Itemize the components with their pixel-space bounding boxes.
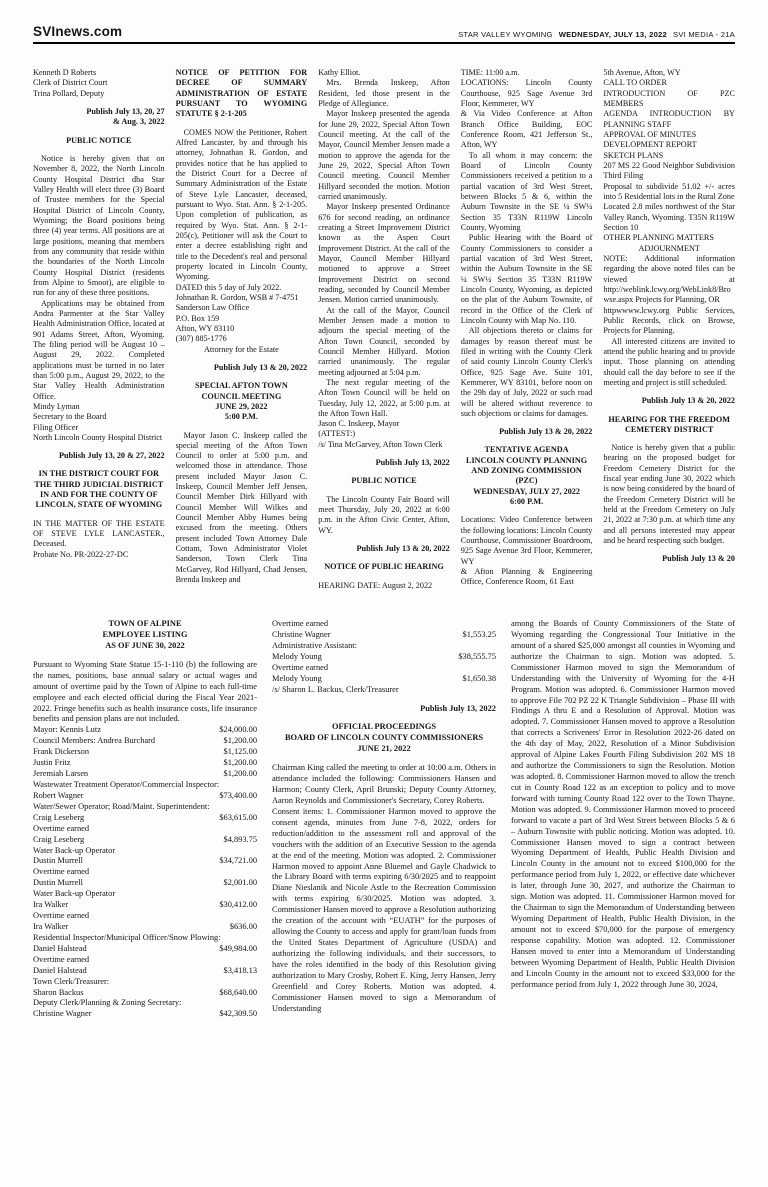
notice-paragraph: INTRODUCTION OF PZC MEMBERS — [603, 88, 735, 108]
notice-line: Overtime earned — [33, 954, 90, 964]
notice-heading: IN AND FOR THE COUNTY OF LINCOLN, STATE OF WYOMING — [35, 490, 163, 510]
notice-heading: TENTATIVE AGENDA — [484, 445, 569, 455]
notice-line: Overtime earned — [272, 619, 329, 629]
notice-paragraph: Locations: Video Conference between the following locations: Lincoln County Courthouse, Commissioner Boardroom, 925 Sage Avenue 3rd Floor, Kemmerer, WY — [460, 515, 593, 566]
salary-amount: $2,001.00 — [223, 878, 257, 888]
notice-line: Probate No. PR-2022-27-DC — [33, 549, 129, 559]
notice-paragraph: Mrs. Brenda Inskeep, Afton Resident, led those present in the Pledge of Allegiance. — [318, 78, 450, 108]
salary-name: Christine Wagner — [272, 630, 331, 640]
notice-paragraph: Chairman King called the meeting to order at 10:00 a.m. Others in attendance included the following: Commissioners Hansen and Harmon; County Clerk, April Brunski; Deputy County Attorney, Aaron Reynolds and Commissioner's Secretary, Corey Roberts. — [272, 763, 496, 805]
notice-heading: PUBLIC NOTICE — [66, 135, 132, 145]
notice-paragraph: AGENDA INTRODUCTION BY PLANNING STAFF — [603, 109, 735, 129]
salary-name: Ira Walker — [33, 921, 69, 931]
publish-line: Publish July 13, 20, 27 — [86, 106, 165, 116]
notice-column-6 — [33, 619, 257, 1020]
notice-paragraph: At the call of the Mayor, Council Member Jensen made a motion to adjourn the special meeting of the Afton Town Council, seconded by Council Member Hillyard. Motion carried unanimously. The regular meeting adjourned at 5:04 p.m. — [318, 305, 450, 377]
publish-line: Publish July 13 & 20, 2022 — [641, 396, 735, 406]
issue-line — [458, 30, 735, 39]
publish-line: Publish July 13 & 20, 2022 — [356, 544, 450, 554]
salary-name: Council Members: Andrea Burchard — [33, 736, 156, 746]
notice-paragraph: IN THE MATTER OF THE ESTATE OF STEVE LYLE LANCASTER., Deceased. — [33, 518, 165, 549]
salary-row — [33, 922, 257, 933]
notice-line: Attorney for the Estate — [203, 344, 279, 354]
notice-column-3 — [318, 68, 450, 591]
notice-paragraph: Kathy Elliot. — [318, 68, 361, 77]
notice-line: Overtime earned — [272, 662, 329, 672]
salary-amount: $636.00 — [229, 921, 257, 931]
salary-amount: $34,721.00 — [219, 856, 257, 866]
notice-line: Overtime earned — [33, 911, 90, 921]
notice-heading: OFFICIAL PROCEEDINGS — [331, 722, 436, 732]
publish-line: Publish July 13, 20 & 27, 2022 — [59, 451, 165, 461]
notice-line: DEVELOPMENT REPORT — [603, 140, 697, 150]
salary-amount: $30,412.00 — [219, 900, 257, 910]
notice-heading: BOARD OF LINCOLN COUNTY COMMISSIONERS — [284, 733, 484, 743]
salary-row — [272, 652, 496, 663]
notice-line: Kenneth D Roberts — [33, 68, 97, 77]
salary-name: Daniel Halstead — [33, 965, 87, 975]
publish-line: Publish July 13, 2022 — [420, 703, 496, 713]
issue-edition: SVI MEDIA - 21A — [673, 30, 735, 39]
site-name: SVInews.com — [33, 24, 123, 39]
notice-paragraph: To all whom it may concern: the Board of Lincoln County Commissioners received a petition to a partial vacation of 3rd West Street, between Blocks 5 & 6, within the Auburn Townsite in the SE ¼ SW¼ Section 35 T33N R119W Lincoln County, Wyoming — [460, 150, 593, 232]
salary-name: Craig Leseberg — [33, 812, 85, 822]
salary-amount: $3,418.13 — [223, 965, 257, 975]
salary-name: Melody Young — [272, 673, 322, 683]
notice-paragraph: Located 2.8 miles northwest of the Star Valley Ranch, Wyoming. T35N R119W Section 10 — [603, 202, 735, 232]
notice-line: TIME: 11:00 a.m. — [460, 68, 520, 77]
salary-row — [33, 769, 257, 780]
notice-paragraph: Notice is hereby given that a public hearing on the proposed budget for Freedom Cemetery District for the fiscal year ending June 30, 2022 which is now being considered by the board of the Freedom Cemetery District will be held at the Freedom Cemetery on July 21, 2022 at 7:30 p.m. at which time any and all persons interested may appear and be heard respecting such budget. — [603, 443, 735, 546]
notice-heading: EMPLOYEE LISTING — [102, 630, 188, 640]
notice-paragraph: 207 MS 22 Good Neighbor Subdivision Third Filing — [603, 160, 735, 181]
notice-line: North Lincoln County Hospital District — [33, 432, 163, 442]
notice-paragraph: Notice is hereby given that on November 8, 2022, the North Lincoln County Hospital District dba Star Valley Health will elect three (3) Board of Trustee members for the Special Hospital District of Lincoln County, Wyoming; the Board positions being three (4) year terms. All positions are at large positions, meaning that members from any community that reside within the boundaries of the North Lincoln County Hospital District (residents from Alpine to Smoot), are eligible to run for any of these three positions. — [33, 153, 165, 298]
notice-line: Overtime earned — [33, 823, 90, 833]
salary-name: Dustin Murrell — [33, 856, 84, 866]
publish-line: & Aug. 3, 2022 — [112, 117, 165, 127]
notice-heading: JUNE 29, 2022 — [215, 401, 268, 411]
notice-paragraph: httpwwww.lcwy.org Public Services, Public Records, click on Browse, Projects for Planning. — [603, 305, 735, 336]
salary-name: Ira Walker — [33, 900, 69, 910]
notice-line: Deputy Clerk/Planning & Zoning Secretary: — [33, 998, 182, 1008]
notice-line: SKETCH PLANS — [603, 150, 664, 160]
notice-paragraph: The next regular meeting of the Afton Town Council will be held on Tuesday, July 12, 2022, at 5:00 p.m. at the Afton Town Hall. — [318, 377, 450, 418]
notice-heading: JUNE 21, 2022 — [357, 744, 411, 754]
salary-amount: $1,200.00 — [223, 736, 257, 746]
notice-line: Jason C. Inskeep, Mayor — [318, 419, 400, 429]
salary-amount: $4,893.75 — [223, 834, 257, 844]
notice-paragraph: All objections thereto or claims for damages by reason thereof must be filed in writing with the County Clerk of said county Lincoln County Clerk's Office, 925 Sage Ave. Suite 101, Kemmerer, WY 83101, before noon on the 29h day of July, 2022 or such road will be altered without reverence to such objections or claims for damages. — [460, 326, 593, 418]
notice-line: /s/ Tina McGarvey, Afton Town Clerk — [318, 439, 443, 449]
notice-heading: WEDNESDAY, JULY 27, 2022 — [473, 486, 580, 496]
notice-heading: HEARING FOR THE FREEDOM CEMETERY DISTRICT — [608, 414, 730, 434]
salary-row — [33, 813, 257, 824]
notice-heading: LINCOLN COUNTY PLANNING AND ZONING COMMISSION (PZC) — [466, 455, 588, 486]
salary-name: Craig Leseberg — [33, 834, 85, 844]
notice-paragraph: Mayor Inskeep presented Ordinance 676 for second reading, an ordinance creating a Street Improvement District known as the Aspen Court Improvement District. At the call of the Mayor, Council Member Hillyard motioned to approve a Street Improvement District on second reading, seconded by Council Member Jensen. Motion carried unanimously. — [318, 202, 450, 305]
notice-heading: NOTICE OF PUBLIC HEARING — [324, 562, 444, 572]
notice-paragraph: NOTE: Additional information regarding the above noted files can be viewed at http://weblink.lcwy.org/WebLink8/Browse.aspx Projects for Planning, OR — [603, 253, 735, 305]
publish-line: Publish July 13 & 20, 2022 — [213, 362, 308, 372]
salary-row — [33, 758, 257, 769]
notice-paragraph: & Afton Planning & Engineering Office, Conference Room, 61 East — [460, 567, 593, 587]
publish-line: Publish July 13 & 20, 2022 — [499, 427, 593, 437]
notice-heading: IN THE DISTRICT COURT FOR THE THIRD JUDICIAL DISTRICT — [34, 469, 164, 489]
salary-amount: $73,400.00 — [219, 790, 257, 800]
notice-paragraph: COMES NOW the Petitioner, Robert Alfred Lancaster, by and through his attorney, Johnathan R. Gordon, and provides notice that he has applied to the District Court for a Decree of Summary Administration of the Estate of Steve Lyle Lancaster, deceased, pursuant to Wyo. Stat. Ann. § 2-1-205. Upon completion of publication, as required by Wyo. Stat. Ann. § 2-1-205(c), Petitioner will ask the Court to enter a decree establishing right and title to the Decedent's real and personal property located in Lincoln County, Wyoming. — [175, 127, 308, 282]
notice-line: Water Back-up Operator — [33, 845, 116, 855]
notice-heading: TOWN OF ALPINE — [108, 619, 182, 629]
notice-line: HEARING DATE: August 2, 2022 — [318, 580, 433, 590]
notice-line: Town Clerk/Treasurer: — [33, 976, 110, 986]
notice-line: Residential Inspector/Municipal Officer/Snow Plowing: — [33, 932, 221, 942]
salary-amount: $49,984.00 — [219, 943, 257, 953]
notice-column-1 — [33, 68, 165, 591]
notice-line: Administrative Assistant: — [272, 640, 357, 650]
issue-location: STAR VALLEY WYOMING — [458, 30, 553, 39]
notice-heading: 5:00 P.M. — [224, 412, 258, 422]
notice-paragraph: Consent items: 1. Commissioner Harmon moved to approve the consent agenda, minutes from June 7-8, 2022, orders for reduction/addition to the assessment roll and approval of the vouchers with the addition of an Executive Session to the agenda at the end of the meeting. Motion was adopted. 2. Commissioner Harmon moved to appoint Anne Bluemel and Gayle Chadwick to the Library Board with terms expiring 6/30/2025 and to reappoint Diane Nieslanik and Nicole Astle to the Recreation Commission with terms expiring 6/30/2025. Motion was adopted. 3. Commissioner Hansen moved to approve a Resolution authorizing the creation of the account with “EUATH” for the purposes of allowing the County to access and apply for grant/loan funds from the United States Department of Agriculture (USDA) and authorizing the following individuals, and their successors, to have the roles identified in the body of this Resolution giving authorization to Mary Crosby, Robert E. King, Jerry Hansen, Jerry Greenfield and Corey Roberts. Motion was adopted. 4. Commissioner Hansen moved to sign a Memorandum of Understanding — [272, 806, 496, 1013]
salary-name: Jeremiah Larsen — [33, 769, 89, 779]
salary-row — [33, 791, 257, 802]
notice-paragraph: Public Hearing with the Board of County Commissioners to consider a partial vacation of 3rd West Street, within the Auburn Townsite in the SE ¼ SW¼ Section 35 T33N R119W Lincoln County, Wyoming, as depicted on the plat of the Auburn Townsite, of record in the Office of the Clerk of Lincoln County with Map No. 110. — [460, 233, 593, 325]
salary-amount: $63,615.00 — [219, 812, 257, 822]
salary-row — [33, 966, 257, 977]
notice-paragraph: LOCATIONS: Lincoln County Courthouse, 925 Sage Avenue 3rd Floor, Kemmerer, WY — [460, 78, 593, 108]
notice-paragraph: & Via Video Conference at Afton Branch Office Building, EOC Conference Room, 421 Jefferson St., Afton, WY — [460, 109, 593, 150]
salary-name: Melody Young — [272, 651, 322, 661]
notice-column-2 — [176, 68, 308, 591]
salary-name: Mayor: Kennis Lutz — [33, 725, 101, 735]
salary-name: Christine Wagner — [33, 1009, 92, 1019]
notice-column-5 — [603, 68, 735, 591]
notice-line: Wastewater Treatment Operator/Commercial Inspector: — [33, 780, 220, 789]
notice-line: P.O. Box 159 — [175, 313, 220, 323]
notice-paragraph: Pursuant to Wyoming State Statue 15-1-110 (b) the following are the names, positions, base annual salary or actual wages and amount of overtime paid by the Town of Alpine to each full-time employee and each elected official during the Fiscal Year 2021-2022. Fringe benefits such as health insurance costs, life insurance benefits and pension plans are not included. — [33, 659, 257, 724]
notice-line: Johnathan R. Gordon, WSB # 7-4751 — [175, 292, 299, 302]
notice-paragraph: among the Boards of County Commissioners of the State of Wyoming regarding the Congressional Tour Initiative in the amount of a shared $25,000 amongst all counties in Wyoming and authorize the Chairman to sign. Motion was adopted. 5. Commissioner Harmon moved to sign the Memorandum of Understanding with the University of Wyoming for the 4-H Program. Motion was adopted. 6. Commissioner Harmon moved to approve File 702 PZ 22 K Triangle Subdivision – Phase III with Findings A thru E and a Resolution of Approval. Motion was adopted. 7. Commissioner Hansen moved to approve a Resolution that corrects a Scriveners' Error in Resolution 2022-26 dated on the 4th day of May, 2022, Resolution of a Minor Subdivision approval of Alpine Lakes Fourth Filing Subdivision 202 MS 18 and authorize the Commissioners to sign the Resolution. Motion was adopted. 8. Commissioner Harmon moved to allow the trench cut in County Road 122 as an exception to policy and to move forward with turning County Road 122 over to the Town Thayne. Motion was adopted. 9. Commissioner Harmon moved to proceed forward to vacate a part of 3rd West Street between Blocks 5 & 6 – Auburn Townsite with public noticing. Motion was adopted. 10. Commissioner Hansen moved to sign a contract between Wyoming Department of Health, Public Health Division and Lincoln County in the amount not to exceed $100,000 for the performance period from July 1, 2022, or effective date whichever is later, through June 30, 2027, and authorize the Chairman to sign. Motion was adopted. 11. Commissioner Harmon moved for the Chairman to sign the Memorandum of Understanding between Wyoming Department of Health, Public Health Division, in the amount not to exceed $70,000 for the purpose of emergency response capability. Motion was adopted. 12. Commissioner Hansen moved to enter into a Memorandum of Understanding between Wyoming Department of Health, Public Health Division and Lincoln County in the amount not to exceed $33,000 for the performance period from July 1, 2022 through June 30, 2024, — [511, 619, 735, 989]
salary-name: Frank Dickerson — [33, 747, 90, 757]
notice-line: Sanderson Law Office — [175, 303, 250, 313]
notice-line: Clerk of District Court — [33, 78, 108, 88]
salary-name: Dustin Murrell — [33, 878, 84, 888]
salary-amount: $1,125.00 — [223, 747, 257, 757]
notice-line: DATED this 5 day of July 2022. — [175, 282, 282, 292]
notice-line: CALL TO ORDER — [603, 78, 667, 88]
notice-line: Overtime earned — [33, 867, 90, 877]
notice-column-7 — [272, 619, 496, 1020]
salary-name: Daniel Halstead — [33, 943, 87, 953]
notice-paragraph: Applications may be obtained from Andra Parmenter at the Star Valley Health Administration Office, located at 901 Adams Street, Afton, Wyoming. The filing period will be August 10 – August 29, 2022. Completed applications must be turned in no later than 5:00 p.m., August 29, 2022, to the Star Valley Health Administration Office. — [33, 298, 165, 401]
notice-line: /s/ Sharon L. Backus, Clerk/Treasurer — [272, 684, 399, 694]
notice-heading: 6:00 P.M. — [510, 497, 544, 507]
salary-row — [272, 630, 496, 641]
notice-paragraph: The Lincoln County Fair Board will meet Thursday, July 20, 2022 at 6:00 p.m. in the Afton Civic Center, Afton, WY. — [318, 494, 450, 535]
salary-row — [33, 900, 257, 911]
salary-row — [33, 878, 257, 889]
salary-row — [33, 725, 257, 736]
legal-notices-top-section — [33, 68, 735, 591]
salary-amount: $38,555.75 — [458, 651, 496, 661]
notice-line: Secretary to the Board — [33, 412, 107, 422]
salary-amount: $1,650.38 — [462, 673, 496, 683]
notice-paragraph: All interested citizens are invited to attend the public hearing and to provide input. Those planning on attending should call the day before to see if the meeting and project is still scheduled. — [603, 336, 735, 387]
salary-amount: $1,200.00 — [223, 758, 257, 768]
notice-line: Filing Officer — [33, 422, 79, 432]
salary-amount: $1,553.25 — [462, 630, 496, 640]
salary-row — [33, 1009, 257, 1020]
notice-line: Trina Pollard, Deputy — [33, 88, 105, 98]
salary-amount: $1,200.00 — [223, 769, 257, 779]
notice-line: Water Back-up Operator — [33, 889, 116, 899]
notice-heading: AS OF JUNE 30, 2022 — [105, 640, 185, 650]
notice-heading: NOTICE OF PETITION FOR DECREE OF SUMMARY ADMINISTRATION OF ESTATE PURSUANT TO WYOMING STATUTE § 2-1-205 — [175, 68, 308, 119]
salary-row — [33, 988, 257, 999]
salary-name: Sharon Backus — [33, 987, 84, 997]
publish-line: Publish July 13, 2022 — [375, 458, 450, 468]
salary-name: Justin Fritz — [33, 758, 71, 768]
notice-line: APPROVAL OF MINUTES — [603, 129, 697, 139]
notice-line: Afton, WY 83110 — [175, 323, 235, 333]
salary-row — [272, 674, 496, 685]
issue-date: WEDNESDAY, JULY 13, 2022 — [558, 30, 667, 39]
masthead — [33, 24, 735, 44]
notice-column-4 — [461, 68, 593, 591]
salary-amount: $24,000.00 — [219, 725, 257, 735]
notice-paragraph: Mayor Jason C. Inskeep called the special meeting of the Afton Town Council to order at 5:00 p.m. and welcomed those in attendance. Those present included Mayor Jason C. Inskeep, Council Member Jeff Jensen, Council Member Dirk Hillyard with Council Member Will Wilkes and Council Member Abby Humes being excused from the meeting. Others present included Town Attorney Dale Cottam, Town Administrator Violet Sanderson, Town Clerk Tina McGarvey, Rod Hillyard, Chad Jensen, Brenda Inskeep and — [175, 430, 308, 585]
salary-row — [33, 736, 257, 747]
notice-paragraph: Mayor Inskeep presented the agenda for June 29, 2022, Special Afton Town Council meeting. At the call of the Mayor, Council Member Jensen made a motion to approve the agenda for the June 29, 2022, Special Afton Town Council meeting. Council Member Hillyard seconded the motion. Motion carried unanimously. — [318, 109, 450, 201]
notice-paragraph: Proposal to subdivide 51.02 +/- acres into 5 Residential lots in the Rural Zone — [603, 181, 735, 201]
salary-name: Robert Wagner — [33, 790, 84, 800]
notice-line: Water/Sewer Operator; Road/Maint. Superintendent: — [33, 801, 210, 811]
salary-row — [33, 747, 257, 758]
salary-row — [33, 944, 257, 955]
legal-notices-bottom-section — [33, 619, 735, 1020]
publish-line: Publish July 13 & 20 — [662, 554, 735, 564]
notice-line: ADJOURNMENT — [638, 243, 700, 253]
notice-line: (ATTEST:) — [318, 429, 356, 439]
notice-line: OTHER PLANNING MATTERS — [603, 233, 714, 243]
notice-column-8 — [511, 619, 735, 1020]
notice-heading: PUBLIC NOTICE — [351, 476, 417, 486]
salary-amount: $42,309.50 — [219, 1009, 257, 1019]
salary-amount: $68,640.00 — [219, 987, 257, 997]
salary-row — [33, 856, 257, 867]
notice-heading: SPECIAL AFTON TOWN COUNCIL MEETING — [194, 381, 288, 401]
notice-line: Mindy Lyman — [33, 401, 80, 411]
notice-line: 5th Avenue, Afton, WY — [603, 68, 681, 77]
notice-line: (307) 885-1776 — [175, 334, 227, 344]
salary-row — [33, 835, 257, 846]
